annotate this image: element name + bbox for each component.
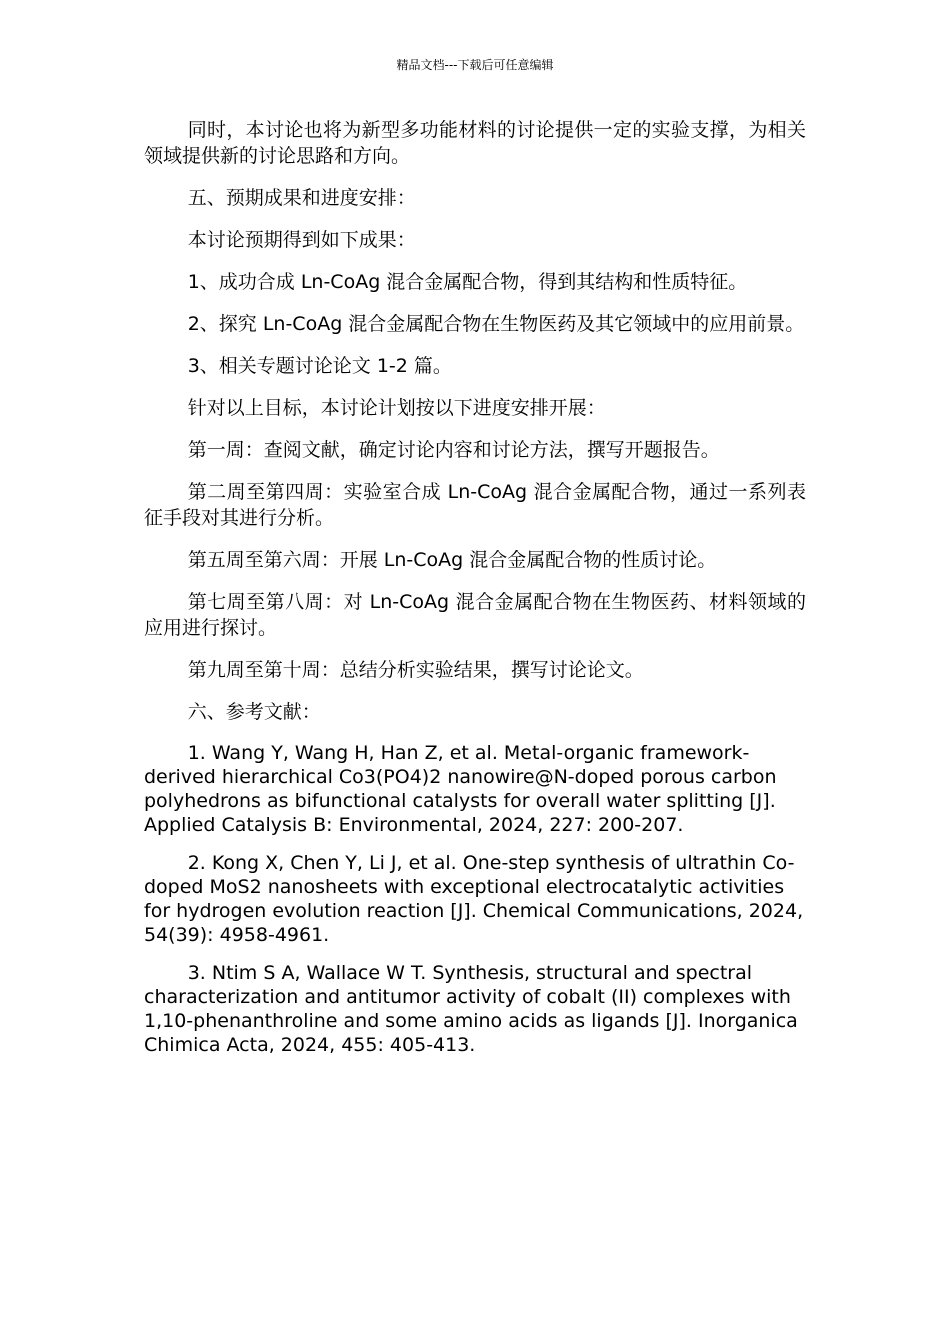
schedule-week-7-8: 第七周至第八周：对 Ln-CoAg 混合金属配合物在生物医药、材料领域的应用进行探讨。 [144,591,806,639]
document-body [144,117,806,1071]
paragraph-support: 同时，本讨论也将为新型多功能材料的讨论提供一定的实验支撑，为相关领域提供新的讨论思路和方向。 [144,119,806,167]
result-item-2: 2、探究 Ln-CoAg 混合金属配合物在生物医药及其它领域中的应用前景。 [187,313,805,335]
paragraph-results-intro: 本讨论预期得到如下成果： [187,229,416,251]
result-item-3: 3、相关专题讨论论文 1-2 篇。 [187,355,452,377]
reference-item-3: 3. Ntim S A, Wallace W T. Synthesis, structural and spectral characterization and antitumor activity of cobalt (II) complexes with 1,10-phenanthroline and some amino acids as ligands [J]. Inorganica Chimica Acta, 2024, 455: 405-413. [144,962,798,1056]
reference-item-1: 1. Wang Y, Wang H, Han Z, et al. Metal-organic framework-derived hierarchical Co3(PO4)2 nanowire@N-doped porous carbon polyhedrons as bifunctional catalysts for overall water splitting [J]. Applied Catalysis B: Environmental, 2024, 227: 200-207. [144,742,777,836]
section-heading-expected-results: 五、预期成果和进度安排： [187,187,416,209]
schedule-week-2-4: 第二周至第四周：实验室合成 Ln-CoAg 混合金属配合物，通过一系列表征手段对其进行分析。 [144,481,806,529]
result-item-1: 1、成功合成 Ln-CoAg 混合金属配合物，得到其结构和性质特征。 [187,271,748,293]
schedule-week-9-10: 第九周至第十周：总结分析实验结果，撰写讨论论文。 [187,659,644,681]
page-header: 精品文档---下载后可任意编辑 [396,58,554,72]
schedule-week-5-6: 第五周至第六周：开展 Ln-CoAg 混合金属配合物的性质讨论。 [187,549,717,571]
section-heading-references: 六、参考文献： [187,701,321,723]
reference-item-2: 2. Kong X, Chen Y, Li J, et al. One-step synthesis of ultrathin Co-doped MoS2 nanosheets with exceptional electrocatalytic activities for hydrogen evolution reaction [J]. Chemical Communications, 2024, 54(39): 4958-4961. [144,852,804,946]
schedule-week-1: 第一周：查阅文献，确定讨论内容和讨论方法，撰写开题报告。 [187,439,720,461]
paragraph-schedule-intro: 针对以上目标，本讨论计划按以下进度安排开展： [187,397,606,419]
